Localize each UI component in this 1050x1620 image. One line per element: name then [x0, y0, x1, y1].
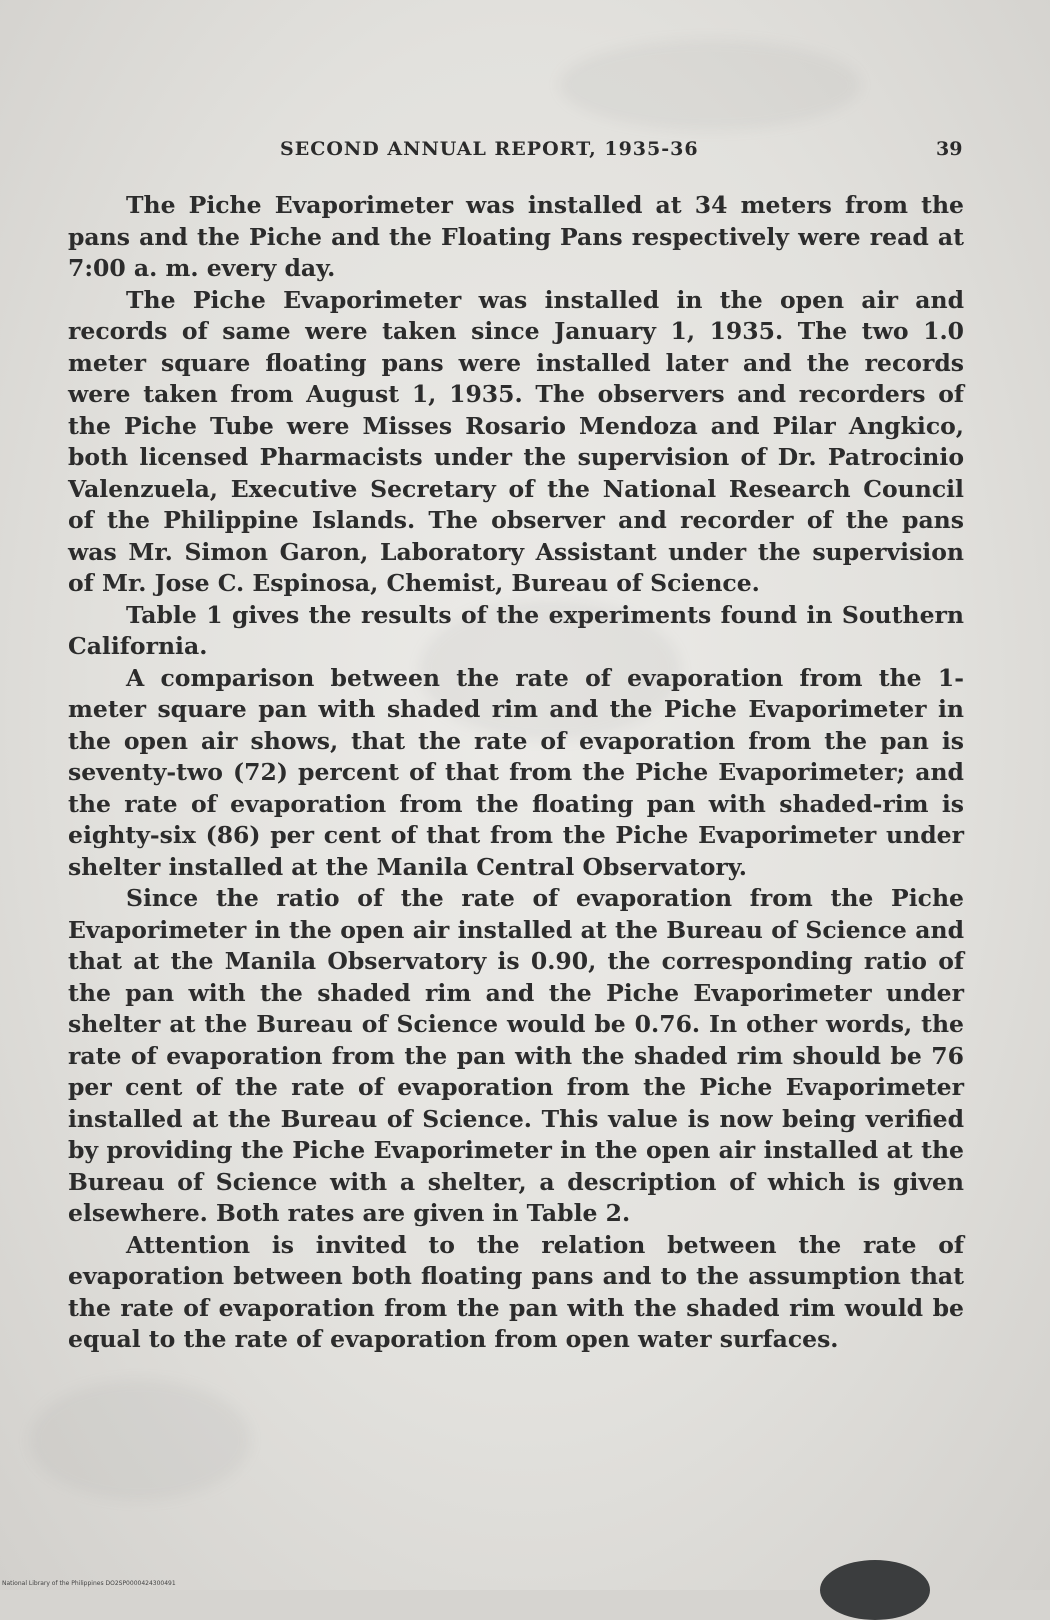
paper-stain: [560, 40, 860, 130]
paper-stain: [30, 1380, 250, 1500]
body-text: [68, 190, 964, 1356]
running-header-title: SECOND ANNUAL REPORT, 1935-36: [280, 138, 699, 160]
page-number: 39: [936, 138, 963, 160]
running-header: [0, 138, 1050, 168]
scan-blot: [820, 1560, 930, 1620]
paragraph: A comparison between the rate of evaporation from the 1-meter square pan with shaded rim and the Piche Evaporimeter in the open air shows, that the rate of evaporation from the pan is seventy-two (72) percent of that from the Piche Evaporimeter; and the rate of evaporation from the floating pan with shaded-rim is eighty-six (86) per cent of that from the Piche Evaporimeter under shelter installed at the Manila Central Observatory.: [68, 663, 964, 881]
library-credit: National Library of the Philippines DO2SP0000424300491: [2, 1580, 176, 1587]
paragraph: The Piche Evaporimeter was installed at 34 meters from the pans and the Piche and the Floating Pans respectively were read at 7:00 a. m. every day.: [68, 191, 964, 282]
paragraph: Table 1 gives the results of the experiments found in Southern California.: [68, 600, 964, 660]
paragraph: Since the ratio of the rate of evaporation from the Piche Evaporimeter in the open air installed at the Bureau of Science and that at the Manila Observatory is 0.90, the corresponding ratio of the pan with the shaded rim and the Piche Evaporimeter under shelter at the Bureau of Science would be 0.76. In other words, the rate of evaporation from the pan with the shaded rim should be 76 per cent of the rate of evaporation from the Piche Evaporimeter installed at the Bureau of Science. This value is now being verified by providing the Piche Evaporimeter in the open air installed at the Bureau of Science with a shelter, a description of which is given elsewhere. Both rates are given in Table 2.: [68, 884, 964, 1227]
paragraph: Attention is invited to the relation between the rate of evaporation between both floating pans and to the assumption that the rate of evaporation from the pan with the shaded rim would be equal to the rate of evaporation from open water surfaces.: [68, 1230, 964, 1353]
paragraph: The Piche Evaporimeter was installed in the open air and records of same were taken since January 1, 1935. The two 1.0 meter square floating pans were installed later and the records were taken from August 1, 1935. The observers and recorders of the Piche Tube were Misses Rosario Mendoza and Pilar Angkico, both licensed Pharmacists under the supervision of Dr. Patrocinio Valenzuela, Executive Secretary of the National Research Council of the Philippine Islands. The observer and recorder of the pans was Mr. Simon Garon, Laboratory Assistant under the supervision of Mr. Jose C. Espinosa, Chemist, Bureau of Science.: [68, 285, 964, 597]
